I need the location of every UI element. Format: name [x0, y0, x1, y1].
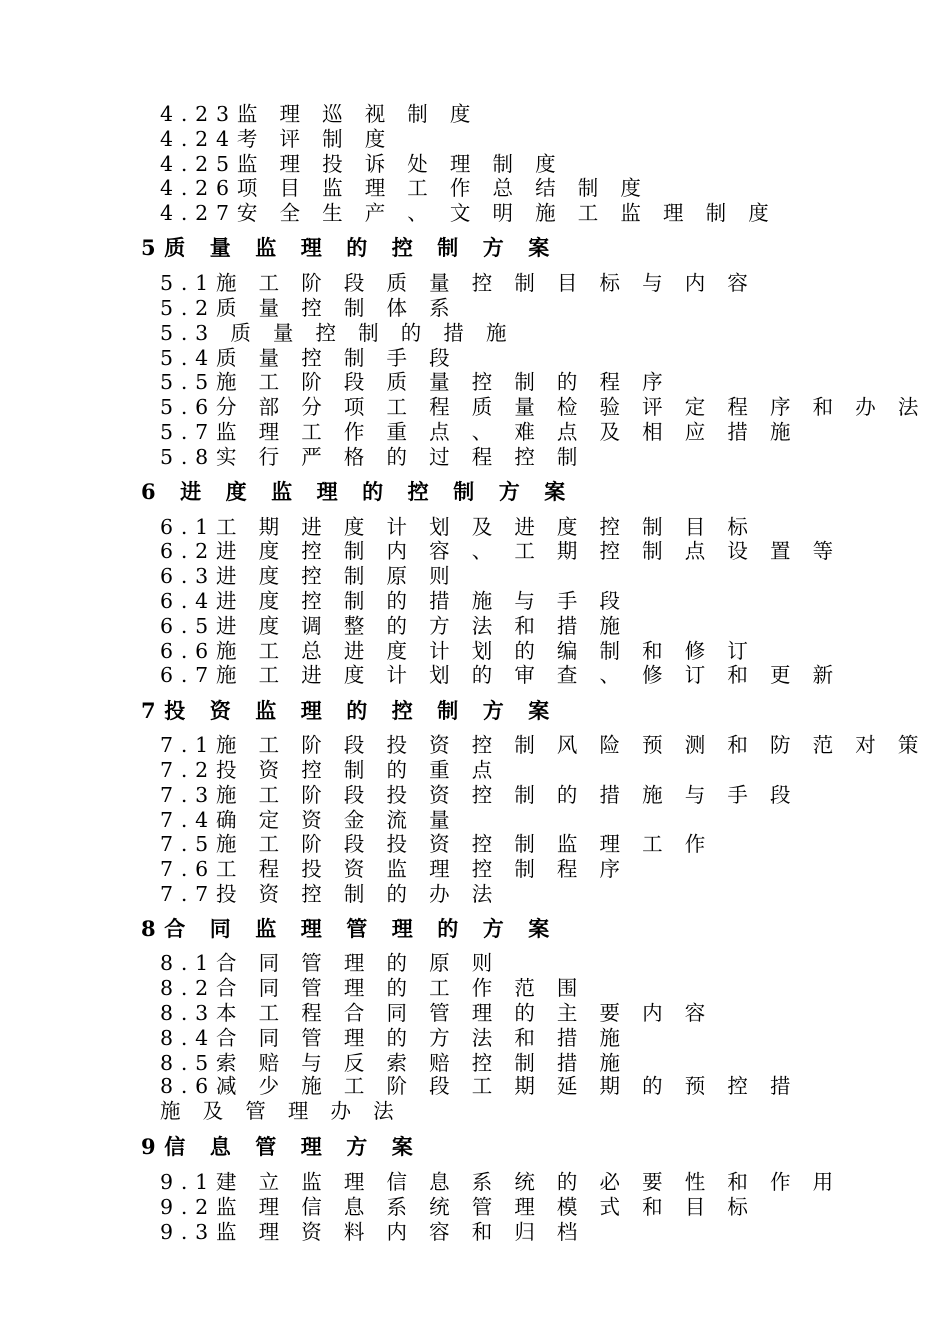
- toc-item-7-2: 7.2投 资 控 制 的 重 点: [160, 758, 500, 782]
- toc-item-7-7: 7.7投 资 控 制 的 办 法: [160, 882, 500, 906]
- toc-item-8-2: 8.2合 同 管 理 的 工 作 范 围: [160, 976, 586, 1000]
- section-heading-9: 9信 息 管 理 方 案: [141, 1134, 422, 1159]
- toc-item-6-2: 6.2进 度 控 制 内 容 、 工 期 控 制 点 设 置 等: [160, 539, 841, 563]
- toc-item-9-2: 9.2监 理 信 息 系 统 管 理 模 式 和 目 标: [160, 1195, 756, 1219]
- toc-item-7-5: 7.5施 工 阶 段 投 资 控 制 监 理 工 作: [160, 832, 714, 856]
- toc-item-6-4: 6.4进 度 控 制 的 措 施 与 手 段: [160, 589, 628, 613]
- toc-item-5-2: 5.2质 量 控 制 体 系: [160, 296, 458, 320]
- toc-item-8-1: 8.1合 同 管 理 的 原 则: [160, 951, 500, 975]
- toc-item-4-24: 4.24考 评 制 度: [160, 127, 393, 151]
- toc-item-6-7: 6.7施 工 进 度 计 划 的 审 查 、 修 订 和 更 新: [160, 663, 841, 687]
- toc-item-7-4: 7.4确 定 资 金 流 量: [160, 808, 458, 832]
- toc-item-6-1: 6.1工 期 进 度 计 划 及 进 度 控 制 目 标: [160, 515, 756, 539]
- toc-item-6-6: 6.6施 工 总 进 度 计 划 的 编 制 和 修 订: [160, 639, 756, 663]
- toc-item-8-5: 8.5索 赔 与 反 索 赔 控 制 措 施: [160, 1051, 628, 1075]
- section-heading-7: 7投 资 监 理 的 控 制 方 案: [141, 698, 558, 723]
- toc-item-7-6: 7.6工 程 投 资 监 理 控 制 程 序: [160, 857, 628, 881]
- toc-item-5-3: 5.3 质 量 控 制 的 措 施: [160, 321, 515, 345]
- toc-item-6-5: 6.5进 度 调 整 的 方 法 和 措 施: [160, 614, 628, 638]
- toc-item-4-26: 4.26项 目 监 理 工 作 总 结 制 度: [160, 176, 649, 200]
- toc-item-5-7: 5.7监 理 工 作 重 点 、 难 点 及 相 应 措 施: [160, 420, 799, 444]
- toc-item-8-3: 8.3本 工 程 合 同 管 理 的 主 要 内 容: [160, 1001, 714, 1025]
- toc-item-7-3: 7.3施 工 阶 段 投 资 控 制 的 措 施 与 手 段: [160, 783, 799, 807]
- toc-item-9-1: 9.1建 立 监 理 信 息 系 统 的 必 要 性 和 作 用: [160, 1170, 841, 1194]
- section-heading-8: 8合 同 监 理 管 理 的 方 案: [141, 916, 558, 941]
- toc-item-6-3: 6.3进 度 控 制 原 则: [160, 564, 458, 588]
- toc-item-7-1: 7.1施 工 阶 段 投 资 控 制 风 险 预 测 和 防 范 对 策: [160, 733, 927, 757]
- toc-item-5-6: 5.6分 部 分 项 工 程 质 量 检 验 评 定 程 序 和 办 法: [160, 395, 927, 419]
- toc-item-5-5: 5.5施 工 阶 段 质 量 控 制 的 程 序: [160, 370, 671, 394]
- toc-item-8-6: 8.6减 少 施 工 阶 段 工 期 延 期 的 预 控 措 施 及 管 理 办 法: [160, 1074, 799, 1123]
- toc-item-5-4: 5.4质 量 控 制 手 段: [160, 346, 458, 370]
- toc-item-4-27: 4.27安 全 生 产 、 文 明 施 工 监 理 制 度: [160, 201, 777, 225]
- toc-item-8-4: 8.4合 同 管 理 的 方 法 和 措 施: [160, 1026, 628, 1050]
- section-heading-6: 6 进 度 监 理 的 控 制 方 案: [141, 479, 574, 504]
- toc-item-4-23: 4.23监 理 巡 视 制 度: [160, 102, 479, 126]
- toc-item-4-25: 4.25监 理 投 诉 处 理 制 度: [160, 152, 564, 176]
- toc-item-5-1: 5.1施 工 阶 段 质 量 控 制 目 标 与 内 容: [160, 271, 756, 295]
- toc-item-5-8: 5.8实 行 严 格 的 过 程 控 制: [160, 445, 586, 469]
- toc-item-9-3: 9.3监 理 资 料 内 容 和 归 档: [160, 1220, 586, 1244]
- section-heading-5: 5质 量 监 理 的 控 制 方 案: [141, 235, 558, 260]
